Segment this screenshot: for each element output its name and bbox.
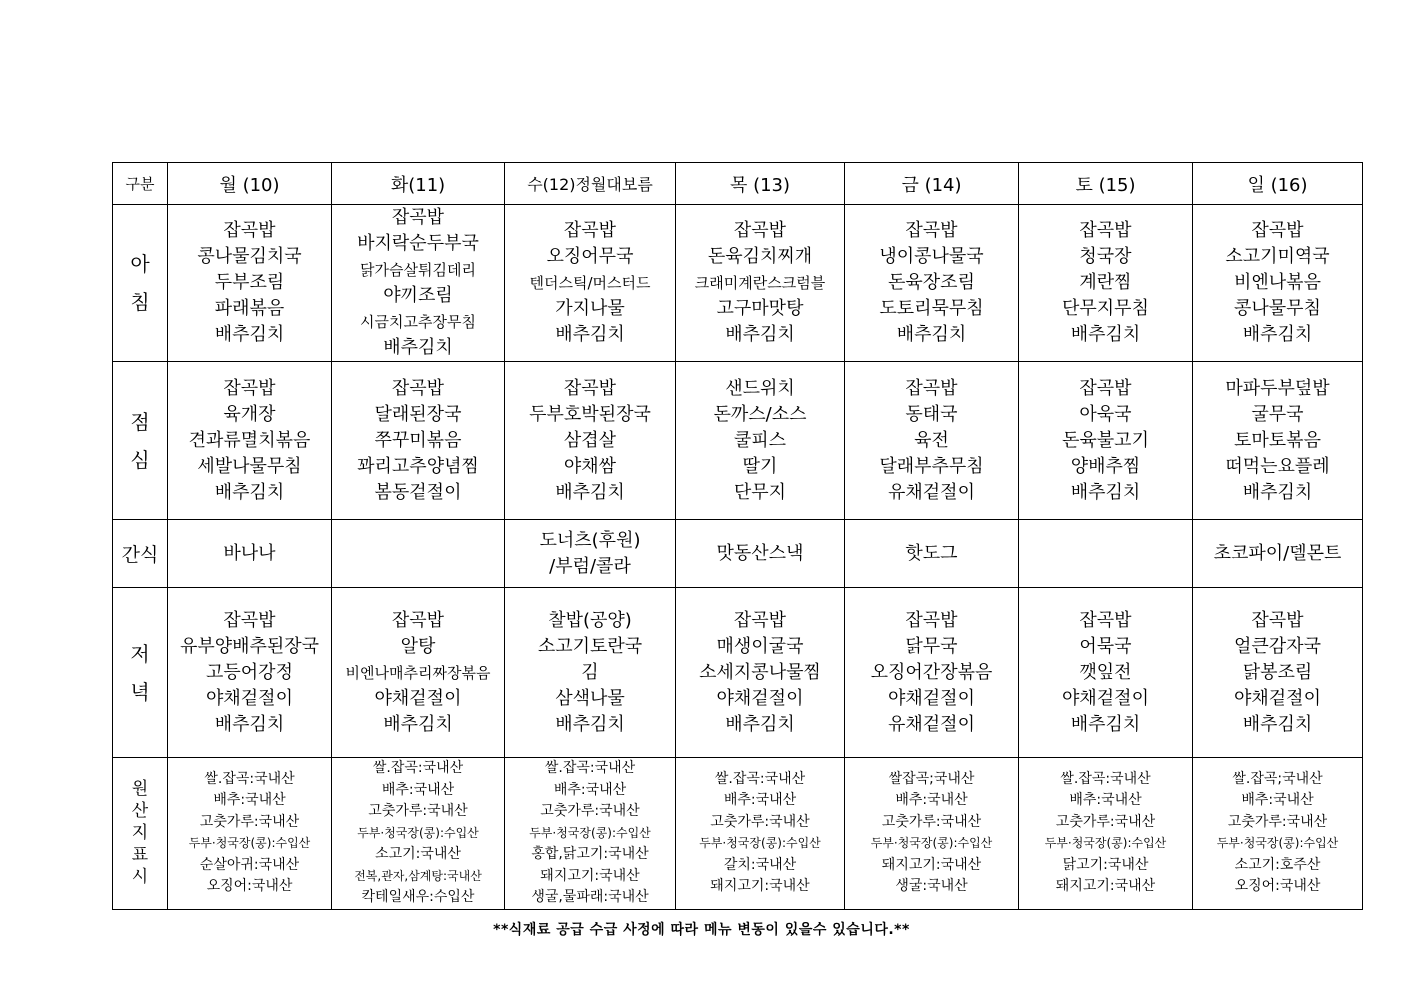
origin-item: 두부·청국장(콩):수입산 <box>529 825 651 840</box>
menu-item: 유부양배추된장국 <box>179 635 320 657</box>
menu-item: 깻잎전 <box>1079 661 1132 683</box>
menu-item: 소고기토란국 <box>537 635 643 657</box>
breakfast-cell-mon <box>168 205 332 362</box>
menu-item: 초코파이/델몬트 <box>1213 542 1342 564</box>
origin-item: 배추:국내산 <box>1069 792 1142 809</box>
weekly-menu-table <box>112 162 1363 910</box>
menu-item: 오징어무국 <box>546 246 634 267</box>
menu-item: 야채겉절이 <box>716 687 804 709</box>
menu-item: 배추김치 <box>725 713 795 735</box>
menu-item: 어묵국 <box>1079 635 1132 657</box>
breakfast-cell-wed <box>505 205 676 362</box>
menu-item: 삼겹살 <box>563 429 617 451</box>
day-header-sat: 토 (15) <box>1019 163 1193 205</box>
menu-item: 굴무국 <box>1251 403 1304 425</box>
lunch-label <box>113 362 168 520</box>
origin-item: 돼지고기:국내산 <box>881 856 982 873</box>
menu-item: 잡곡밥 <box>223 377 276 399</box>
lunch-row <box>113 362 1363 520</box>
origin-item: 배추:국내산 <box>553 781 627 798</box>
menu-item: 꽈리고추양념찜 <box>357 455 479 477</box>
menu-item: 달래부추무침 <box>879 455 984 477</box>
menu-item: 배추김치 <box>214 324 285 345</box>
menu-item: 청국장 <box>1079 246 1132 267</box>
day-header-wed: 수(12)정월대보름 <box>505 163 676 205</box>
snack-cell-wed <box>505 520 676 588</box>
menu-item: 쭈꾸미볶음 <box>374 429 462 451</box>
dinner-cell-sat <box>1019 588 1193 758</box>
breakfast-cell-fri <box>845 205 1019 362</box>
origin-item: 두부·청국장(콩):수입산 <box>357 825 479 840</box>
menu-item: 야끼조림 <box>383 285 453 306</box>
menu-item: 배추김치 <box>725 324 795 345</box>
origin-label <box>113 758 168 910</box>
origin-item: 고춧가루:국내산 <box>881 813 982 830</box>
origin-item: 칵테일새우:수입산 <box>361 889 475 905</box>
origin-item: 배추:국내산 <box>213 792 286 809</box>
menu-item: 배추김치 <box>1242 713 1313 735</box>
menu-item: 잡곡밥 <box>733 220 787 241</box>
breakfast-row <box>113 205 1363 362</box>
menu-item: 알탕 <box>400 635 436 657</box>
menu-item: 삼색나물 <box>555 687 625 709</box>
menu-item: 시금치고추장무침 <box>360 313 476 331</box>
breakfast-cell-tue <box>332 205 505 362</box>
origin-item: 쌀잡곡;국내산 <box>888 770 975 787</box>
menu-item: 야채겉절이 <box>206 687 293 709</box>
menu-item: 잡곡밥 <box>223 220 276 241</box>
menu-item: 잡곡밥 <box>1079 377 1132 399</box>
origin-item: 갈치:국내산 <box>723 856 797 873</box>
menu-item: 아욱국 <box>1079 403 1132 425</box>
origin-item: 두부·청국장(콩):수입산 <box>188 836 311 851</box>
origin-item: 소고기:호주산 <box>1234 856 1321 873</box>
origin-item: 돼지고기:국내산 <box>710 878 810 895</box>
origin-item: 쌀.잡곡:국내산 <box>544 760 636 776</box>
menu-item: 배추김치 <box>1242 481 1313 503</box>
origin-label-char: 지 <box>131 823 149 844</box>
menu-item: 잡곡밥 <box>563 220 617 241</box>
menu-item: 돈육불고기 <box>1062 429 1149 451</box>
menu-item: 잡곡밥 <box>1251 609 1304 631</box>
origin-item: 돼지고기:국내산 <box>540 867 640 884</box>
origin-item: 오징어:국내산 <box>206 878 293 895</box>
menu-item: 쿨피스 <box>733 429 787 451</box>
origin-cell-mon <box>168 758 332 910</box>
origin-item: 두부·청국장(콩):수입산 <box>1216 836 1339 851</box>
snack-cell-sun <box>1193 520 1363 588</box>
breakfast-cell-sat <box>1019 205 1193 362</box>
menu-item: 닭가슴살튀김데리 <box>360 261 476 279</box>
origin-item: 전복,관자,삼계탕:국내산 <box>354 868 482 883</box>
menu-item: 봄동겉절이 <box>374 481 462 503</box>
menu-item: 도너츠(후원) <box>539 529 641 551</box>
menu-item: 잡곡밥 <box>905 220 958 241</box>
menu-item: 배추김치 <box>555 481 625 503</box>
menu-item: 야채겉절이 <box>374 687 462 709</box>
menu-item: 파래볶음 <box>214 298 285 319</box>
origin-item: 홍합,닭고기:국내산 <box>531 846 649 862</box>
dinner-cell-sun <box>1193 588 1363 758</box>
breakfast-cell-thu <box>676 205 845 362</box>
menu-item: 맛동산스낵 <box>716 542 804 564</box>
origin-label-char: 산 <box>131 801 149 822</box>
menu-item: 딸기 <box>742 455 778 477</box>
menu-item: 배추김치 <box>1070 713 1141 735</box>
menu-item: 잡곡밥 <box>905 377 958 399</box>
menu-item: 돈육김치찌개 <box>707 246 813 267</box>
menu-item: 고구마맛탕 <box>716 298 804 319</box>
day-header-mon: 월 (10) <box>168 163 332 205</box>
snack-cell-mon <box>168 520 332 588</box>
menu-item: 소고기미역국 <box>1225 246 1330 267</box>
menu-item: 콩나물무침 <box>1234 298 1321 319</box>
meal-label-char: 점 <box>130 409 150 434</box>
snack-cell-thu <box>676 520 845 588</box>
menu-item: 배추김치 <box>896 324 967 345</box>
header-row <box>113 163 1363 205</box>
menu-item: 핫도그 <box>905 542 958 564</box>
dinner-cell-tue <box>332 588 505 758</box>
menu-item: /부럼/콜라 <box>549 555 631 577</box>
origin-item: 배추:국내산 <box>895 792 968 809</box>
menu-item: 바나나 <box>223 542 276 564</box>
menu-item: 잡곡밥 <box>391 207 445 228</box>
menu-item: 유채겉절이 <box>888 481 975 503</box>
menu-item: 얼큰감자국 <box>1234 635 1321 657</box>
menu-item: 배추김치 <box>555 324 625 345</box>
menu-item: 찰밥(공양) <box>548 609 632 631</box>
menu-item: 계란찜 <box>1079 272 1132 293</box>
origin-item: 고춧가루:국내산 <box>540 803 640 819</box>
menu-item: 잡곡밥 <box>733 609 787 631</box>
origin-item: 고춧가루:국내산 <box>199 813 300 830</box>
menu-item: 야채겉절이 <box>888 687 975 709</box>
snack-row <box>113 520 1363 588</box>
day-header-tue: 화(11) <box>332 163 505 205</box>
menu-item: 배추김치 <box>214 481 285 503</box>
origin-cell-fri <box>845 758 1019 910</box>
menu-item: 야채겉절이 <box>1062 687 1149 709</box>
origin-row <box>113 758 1363 910</box>
meal-label-char: 저 <box>130 641 150 666</box>
lunch-cell-wed <box>505 362 676 520</box>
menu-item: 육전 <box>914 429 949 451</box>
origin-item: 쌀.잡곡;국내산 <box>1232 770 1323 787</box>
origin-item: 배추:국내산 <box>1241 792 1314 809</box>
menu-item: 텐더스틱/머스터드 <box>529 274 651 292</box>
origin-item: 배추:국내산 <box>723 792 797 809</box>
menu-item: 잡곡밥 <box>1251 220 1304 241</box>
menu-item: 잡곡밥 <box>223 609 276 631</box>
menu-item: 세발나물무침 <box>197 455 302 477</box>
origin-cell-wed <box>505 758 676 910</box>
lunch-cell-tue <box>332 362 505 520</box>
origin-item: 고춧가루:국내산 <box>1055 813 1156 830</box>
menu-item: 배추김치 <box>1070 481 1141 503</box>
origin-cell-thu <box>676 758 845 910</box>
day-header-fri: 금 (14) <box>845 163 1019 205</box>
menu-item: 두부호박된장국 <box>529 403 651 425</box>
menu-item: 토마토볶음 <box>1234 429 1321 451</box>
menu-item: 잡곡밥 <box>563 377 617 399</box>
menu-item: 두부조림 <box>214 272 285 293</box>
menu-item: 냉이콩나물국 <box>879 246 984 267</box>
snack-label: 간식 <box>113 520 168 588</box>
menu-item: 도토리묵무침 <box>879 298 984 319</box>
origin-item: 쌀.잡곡:국내산 <box>714 770 806 787</box>
menu-item: 견과류멸치볶음 <box>188 429 311 451</box>
origin-label-char: 원 <box>131 779 149 800</box>
header-corner-label: 구분 <box>113 163 168 205</box>
lunch-cell-mon <box>168 362 332 520</box>
origin-item: 소고기:국내산 <box>375 846 461 862</box>
menu-item: 비엔나볶음 <box>1234 272 1321 293</box>
menu-item: 잡곡밥 <box>1079 609 1132 631</box>
menu-item: 배추김치 <box>555 713 625 735</box>
dinner-cell-wed <box>505 588 676 758</box>
dinner-cell-fri <box>845 588 1019 758</box>
origin-item: 배추:국내산 <box>381 781 455 798</box>
origin-item: 두부·청국장(콩):수입산 <box>699 836 821 851</box>
dinner-cell-thu <box>676 588 845 758</box>
origin-item: 돼지고기:국내산 <box>1055 878 1156 895</box>
origin-item: 쌀.잡곡:국내산 <box>372 760 464 776</box>
day-header-sun: 일 (16) <box>1193 163 1363 205</box>
snack-cell-fri <box>845 520 1019 588</box>
menu-item: 잡곡밥 <box>391 609 445 631</box>
menu-item: 유채겉절이 <box>888 713 975 735</box>
menu-item: 바지락순두부국 <box>357 233 479 254</box>
menu-item: 소세지콩나물찜 <box>699 661 821 683</box>
menu-item: 단무지 <box>733 481 787 503</box>
menu-item: 양배추찜 <box>1070 455 1141 477</box>
menu-item: 달래된장국 <box>374 403 462 425</box>
origin-item: 고춧가루:국내산 <box>1227 813 1328 830</box>
breakfast-cell-sun <box>1193 205 1363 362</box>
meal-label-char: 침 <box>130 290 150 314</box>
lunch-cell-sat <box>1019 362 1193 520</box>
lunch-cell-sun <box>1193 362 1363 520</box>
menu-item: 고등어강정 <box>206 661 293 683</box>
meal-label-char: 심 <box>130 447 150 472</box>
origin-label-char: 시 <box>131 867 149 888</box>
menu-item: 오징어간장볶음 <box>870 661 993 683</box>
origin-item: 닭고기:국내산 <box>1062 856 1149 873</box>
menu-item: 배추김치 <box>383 713 453 735</box>
origin-item: 고춧가루:국내산 <box>710 813 810 830</box>
meal-label-char: 아 <box>130 252 150 276</box>
origin-item: 생굴:국내산 <box>895 878 968 895</box>
origin-cell-tue <box>332 758 505 910</box>
origin-item: 쌀.잡곡:국내산 <box>1060 770 1151 787</box>
day-header-thu: 목 (13) <box>676 163 845 205</box>
origin-item: 오징어:국내산 <box>1234 878 1321 895</box>
menu-item: 가지나물 <box>555 298 625 319</box>
menu-item: 잡곡밥 <box>1079 220 1132 241</box>
meal-label-char: 녁 <box>130 679 150 704</box>
menu-item: 매생이굴국 <box>716 635 804 657</box>
menu-item: 잡곡밥 <box>391 377 445 399</box>
menu-item: 육개장 <box>223 403 276 425</box>
menu-item: 배추김치 <box>383 337 453 358</box>
menu-change-notice: **식재료 공급 수급 사정에 따라 메뉴 변동이 있을수 있습니다.** <box>493 922 910 938</box>
menu-item: 배추김치 <box>1070 324 1141 345</box>
menu-item: 비엔나매추리짜장볶음 <box>345 663 491 682</box>
origin-item: 쌀.잡곡:국내산 <box>204 770 295 787</box>
menu-item: 콩나물김치국 <box>197 246 302 267</box>
snack-cell-sat <box>1019 520 1193 588</box>
origin-item: 두부·청국장(콩):수입산 <box>870 836 993 851</box>
origin-cell-sun <box>1193 758 1363 910</box>
menu-item: 야채겉절이 <box>1234 687 1321 709</box>
lunch-cell-fri <box>845 362 1019 520</box>
menu-item: 동태국 <box>905 403 958 425</box>
menu-item: 잡곡밥 <box>905 609 958 631</box>
menu-item: 배추김치 <box>1242 324 1313 345</box>
menu-item: 닭봉조림 <box>1242 661 1313 683</box>
lunch-cell-thu <box>676 362 845 520</box>
menu-item: 돈까스/소스 <box>713 403 807 425</box>
menu-item: 돈육장조림 <box>888 272 975 293</box>
menu-item: 김 <box>581 661 599 683</box>
menu-item: 닭무국 <box>905 635 958 657</box>
origin-item: 생굴,물파래:국내산 <box>531 889 649 905</box>
menu-item: 배추김치 <box>214 713 285 735</box>
dinner-label <box>113 588 168 758</box>
origin-item: 순살아귀:국내산 <box>199 856 300 873</box>
menu-item: 샌드위치 <box>725 377 795 399</box>
breakfast-label <box>113 205 168 362</box>
menu-item: 야채쌈 <box>563 455 617 477</box>
menu-item: 크래미계란스크럼블 <box>694 274 826 292</box>
menu-item: 마파두부덮밥 <box>1225 377 1330 399</box>
dinner-row <box>113 588 1363 758</box>
origin-label-char: 표 <box>131 845 149 866</box>
menu-item: 떠먹는요플레 <box>1225 455 1330 477</box>
menu-item: 단무지무침 <box>1062 298 1149 319</box>
snack-cell-tue <box>332 520 505 588</box>
dinner-cell-mon <box>168 588 332 758</box>
origin-cell-sat <box>1019 758 1193 910</box>
origin-item: 고춧가루:국내산 <box>368 803 468 819</box>
origin-item: 두부·청국장(콩):수입산 <box>1044 836 1167 851</box>
